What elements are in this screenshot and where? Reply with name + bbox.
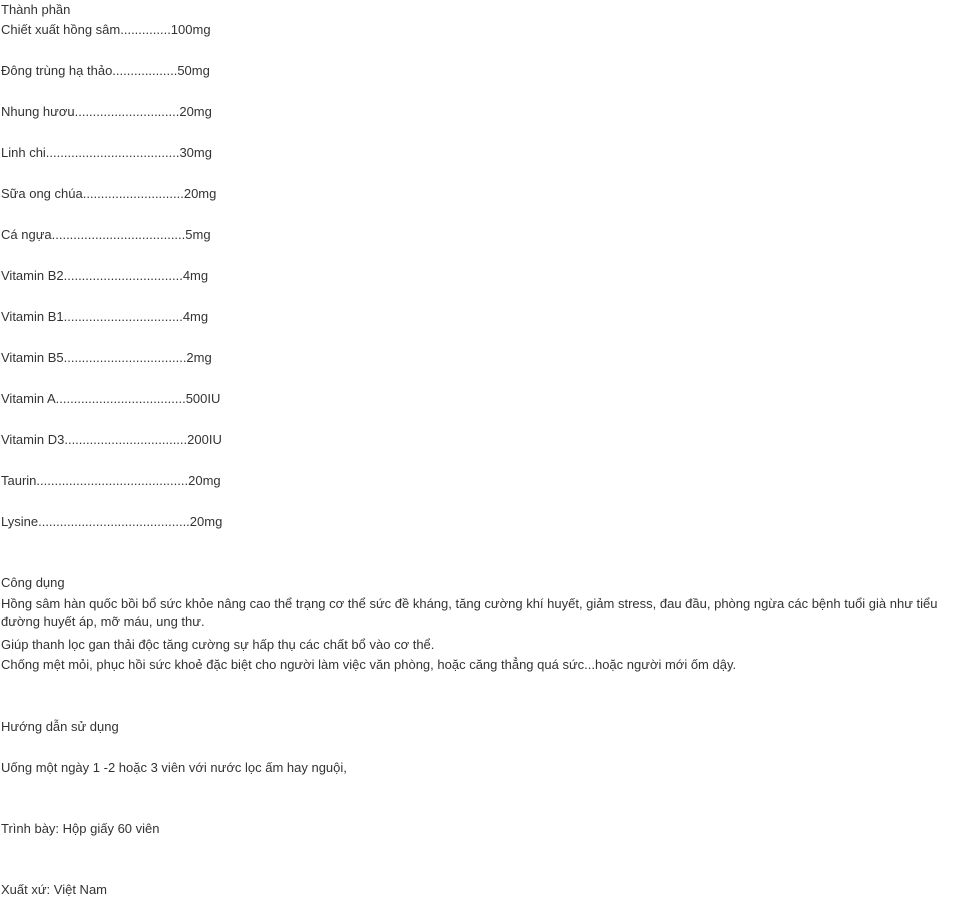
origin-text: Xuất xứ: Việt Nam	[1, 882, 108, 897]
usage-heading: Công dụng	[1, 575, 65, 590]
ingredient-item: Cá ngựa.....................................5mg	[1, 227, 211, 242]
usage-paragraph: Giúp thanh lọc gan thải độc tăng cường sự hấp thụ các chất bổ vào cơ thể.	[1, 637, 435, 652]
ingredient-item: Chiết xuất hồng sâm..............100mg	[1, 22, 211, 37]
ingredient-item: Vitamin A....................................500IU	[1, 391, 221, 406]
ingredient-item: Vitamin B1.................................4mg	[1, 309, 209, 324]
directions-heading: Hướng dẫn sử dụng	[1, 719, 119, 734]
directions-text: Uống một ngày 1 -2 hoặc 3 viên với nước lọc ấm hay nguội,	[1, 760, 347, 775]
usage-paragraph: Hồng sâm hàn quốc bồi bổ sức khỏe nâng cao thể trạng cơ thể sức đề kháng, tăng cường khí huyết, giảm stress, đau đầu, phòng ngừa các bệnh tuổi già như tiểu đường huyết áp, mỡ máu, ung thư.	[1, 596, 938, 629]
ingredient-item: Lysine..........................................20mg	[1, 514, 223, 529]
ingredient-item: Linh chi.....................................30mg	[1, 145, 212, 160]
ingredient-item: Sữa ong chúa............................20mg	[1, 186, 217, 201]
ingredient-item: Vitamin D3..................................200IU	[1, 432, 222, 447]
ingredient-item: Đông trùng hạ thảo..................50mg	[1, 63, 210, 78]
ingredients-heading: Thành phần	[1, 2, 71, 17]
packaging-text: Trình bày: Hộp giấy 60 viên	[1, 821, 160, 836]
usage-paragraph: Chống mệt mỏi, phục hồi sức khoẻ đặc biệt cho người làm việc văn phòng, hoặc căng thẳng quá sức...hoặc người mới ốm dậy.	[1, 657, 737, 672]
ingredient-item: Taurin..........................................20mg	[1, 473, 221, 488]
ingredient-item: Vitamin B2.................................4mg	[1, 268, 209, 283]
ingredient-item: Vitamin B5..................................2mg	[1, 350, 212, 365]
ingredient-item: Nhung hươu.............................20mg	[1, 104, 212, 119]
